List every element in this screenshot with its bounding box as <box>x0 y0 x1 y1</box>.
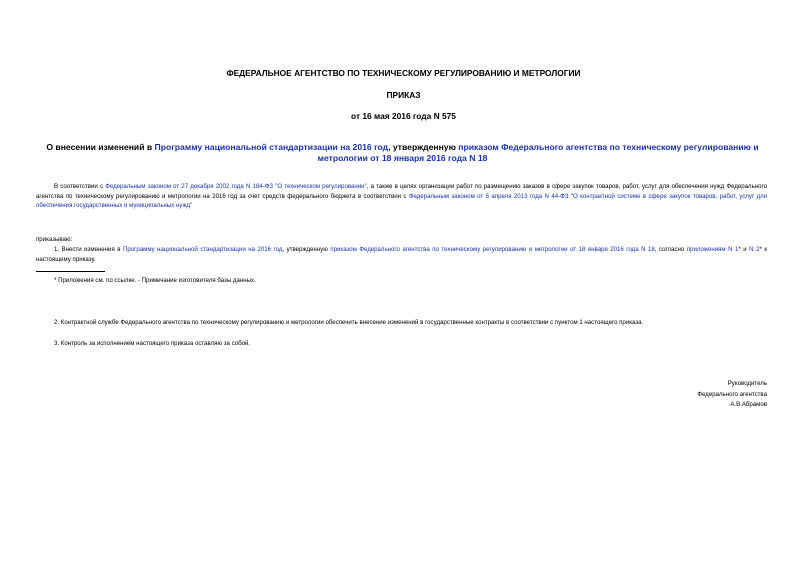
date-number-heading: от 16 мая 2016 года N 575 <box>351 111 456 121</box>
item-1-link-program[interactable]: Программу национальной стандартизации на 2016 год <box>122 246 283 253</box>
item-1-link-appendix-2[interactable]: N 2 <box>749 246 760 253</box>
signature-agency: Федерального агентства <box>697 390 767 398</box>
item-1-text-1: 1. Внести изменения в <box>54 246 123 253</box>
title-text-1: О внесении изменений в <box>46 142 155 152</box>
title-text-2: , утвержденную <box>388 142 459 152</box>
item-1-link-order[interactable]: приказом Федерального агентства по техническому регулированию и метрологии от 18 января 2016 года N 18 <box>330 246 655 253</box>
order-word: приказываю: <box>36 236 73 243</box>
preamble-link-law-184[interactable]: Федеральным законом от 27 декабря 2002 года N 184-ФЗ "О техническом регулировании" <box>105 183 367 190</box>
agency-heading: ФЕДЕРАЛЬНОЕ АГЕНТСТВО ПО ТЕХНИЧЕСКОМУ РЕГУЛИРОВАНИЮ И МЕТРОЛОГИИ <box>226 68 581 78</box>
document-type-heading: ПРИКАЗ <box>386 90 421 100</box>
footnote-divider <box>36 271 105 272</box>
document-title <box>30 142 775 164</box>
preamble-paragraph <box>36 182 767 211</box>
preamble-text-1: В соответствии с <box>54 183 106 190</box>
signature-name: А.В.Абрамов <box>730 401 767 408</box>
preamble-text-2: , а также в целях организации работ по размещению заказов в сфере закупок товаров, работ, услуг для обеспечения нужд Федерального агентства по техническому регулированию и метрологии на 2016 год за счет средств федерального бюджета в соответствии с <box>36 183 768 200</box>
title-link-order[interactable]: приказом Федерального агентства по техническому регулированию и метрологии от 18 января 2016 года N 18 <box>317 142 759 163</box>
item-1-link-appendix-1[interactable]: приложениям N 1 <box>686 246 739 253</box>
signature-title: Руководитель <box>727 380 767 387</box>
item-1-text-5: * к настоящему приказу. <box>36 246 768 263</box>
title-link-program[interactable]: Программу национальной стандартизации на 2016 год <box>154 142 389 152</box>
item-1-text-2: , утвержденную <box>282 246 331 253</box>
footnote-text: * Приложения см. по ссылке. - Примечание изготовителя базы данных. <box>54 277 256 284</box>
preamble-link-law-44[interactable]: Федеральным законом от 5 апреля 2013 года N 44-ФЗ "О контрактной системе в сфере закупок товаров, работ, услуг для обеспечения государственных и муниципальных нужд" <box>36 192 767 209</box>
item-2-paragraph: 2. Контрактной службе Федерального агентства по техническому регулированию и метрологии обеспечить внесение изменений в государственные контракты в соответствии с пунктом 1 настоящего приказа. <box>54 319 644 326</box>
item-1-paragraph <box>36 245 767 264</box>
item-1-text-3: , согласно <box>654 246 687 253</box>
signature-block <box>697 379 767 411</box>
item-1-text-4: * и <box>738 246 750 253</box>
item-3-paragraph: 3. Контроль за исполнением настоящего приказа оставляю за собой. <box>54 340 251 347</box>
